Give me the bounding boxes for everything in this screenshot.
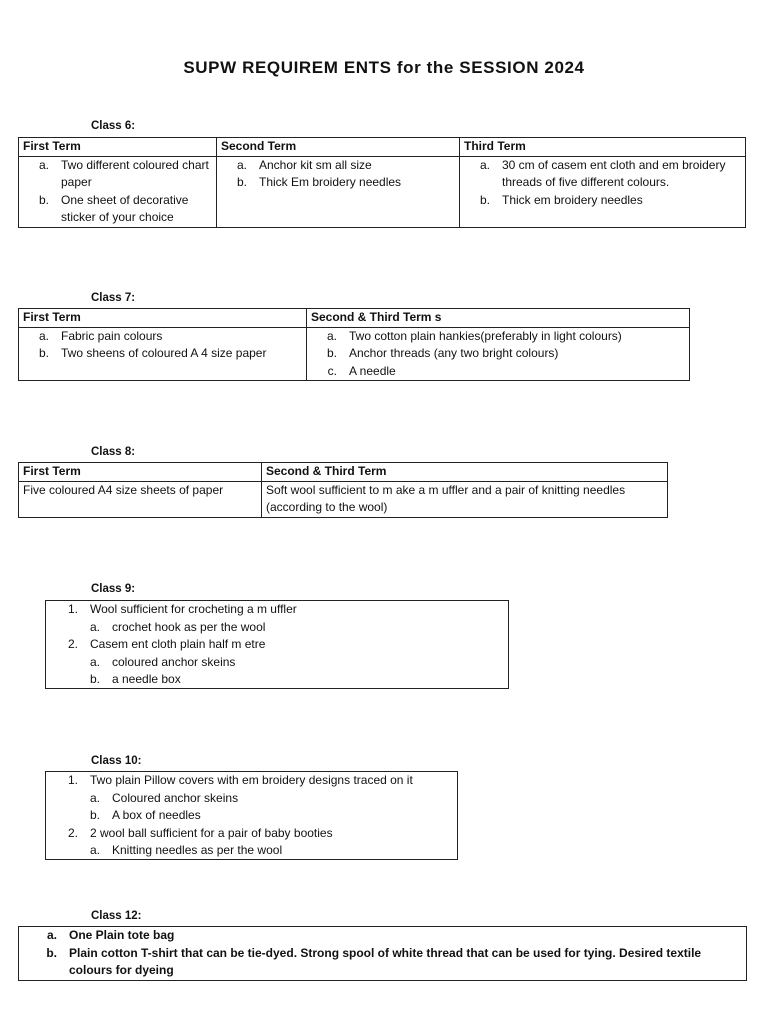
list-item: a. 30 cm of casem ent cloth and em broidery threads of five different colours. (479, 157, 726, 189)
class-10-box (45, 771, 458, 860)
class-6-table (18, 137, 746, 228)
class-9-box (45, 600, 509, 689)
header-first-term: First Term (19, 309, 307, 328)
class-7-second-third-term-cell (307, 327, 690, 381)
list-item: b. Thick Em broidery needles (236, 175, 402, 189)
list-item: b. Plain cotton T-shirt that can be tie-dyed. Strong spool of white thread that can be used for tying. Desired textile colours for dyeing (46, 945, 702, 977)
class-8-second-third-term-cell: Soft wool sufficient to m ake a m uffler and a pair of knitting needles (according to the wool) (262, 481, 668, 517)
class-8-first-term-cell: Five coloured A4 size sheets of paper (19, 481, 262, 517)
header-first-term: First Term (19, 138, 217, 157)
list-item: a. crochet hook as per the wool (89, 619, 266, 634)
list-item: b. A box of needles (89, 808, 201, 822)
class-6-third-term-cell (460, 156, 746, 227)
list-item: b. Two sheens of coloured A 4 size paper (38, 346, 267, 360)
list-item: a. One Plain tote bag (46, 928, 175, 942)
class-8-label: Class 8: (91, 446, 136, 458)
list-item: 2. Casem ent cloth plain half m etre (67, 637, 266, 651)
header-second-third-term: Second & Third Term (262, 463, 668, 482)
class-6-first-term-cell (19, 156, 217, 227)
page-title: SUPW REQUIREM ENTS for the SESSION 2024 (183, 58, 585, 77)
list-item: b. Anchor threads (any two bright colours) (326, 346, 559, 360)
list-item: a. Knitting needles as per the wool (89, 843, 283, 857)
class-7-label: Class 7: (91, 292, 136, 304)
class-12-label: Class 12: (91, 910, 142, 922)
header-first-term: First Term (19, 463, 262, 482)
list-item: a. Coloured anchor skeins (89, 790, 239, 805)
list-item: 1. Two plain Pillow covers with em broidery designs traced on it (67, 773, 413, 787)
list-item: b. Thick em broidery needles (479, 192, 643, 207)
class-9-label: Class 9: (91, 583, 136, 595)
header-third-term: Third Term (460, 138, 746, 157)
list-item: a. Two cotton plain hankies(preferably in light colours) (326, 328, 622, 343)
list-item: 2. 2 wool ball sufficient for a pair of baby booties (67, 825, 333, 840)
header-second-term: Second Term (217, 138, 460, 157)
list-item: c. A needle (327, 363, 396, 378)
class-12-box (18, 926, 747, 981)
list-item: b. a needle box (89, 672, 181, 686)
class-7-table (18, 308, 690, 381)
header-second-third-terms: Second & Third Term s (307, 309, 690, 328)
class-6-label: Class 6: (91, 120, 136, 132)
class-7-first-term-cell (19, 327, 307, 381)
list-item: a. coloured anchor skeins (89, 654, 236, 669)
class-10-label: Class 10: (91, 755, 142, 767)
class-8-table (18, 462, 668, 518)
class-6-second-term-cell (217, 156, 460, 227)
list-item: b. One sheet of decorative sticker of your choice (38, 192, 189, 224)
list-item: a. Fabric pain colours (38, 328, 163, 343)
list-item: 1. Wool sufficient for crocheting a m uffler (67, 602, 297, 616)
list-item: a. Anchor kit sm all size (236, 157, 372, 172)
list-item: a. Two different coloured chart paper (38, 157, 209, 189)
